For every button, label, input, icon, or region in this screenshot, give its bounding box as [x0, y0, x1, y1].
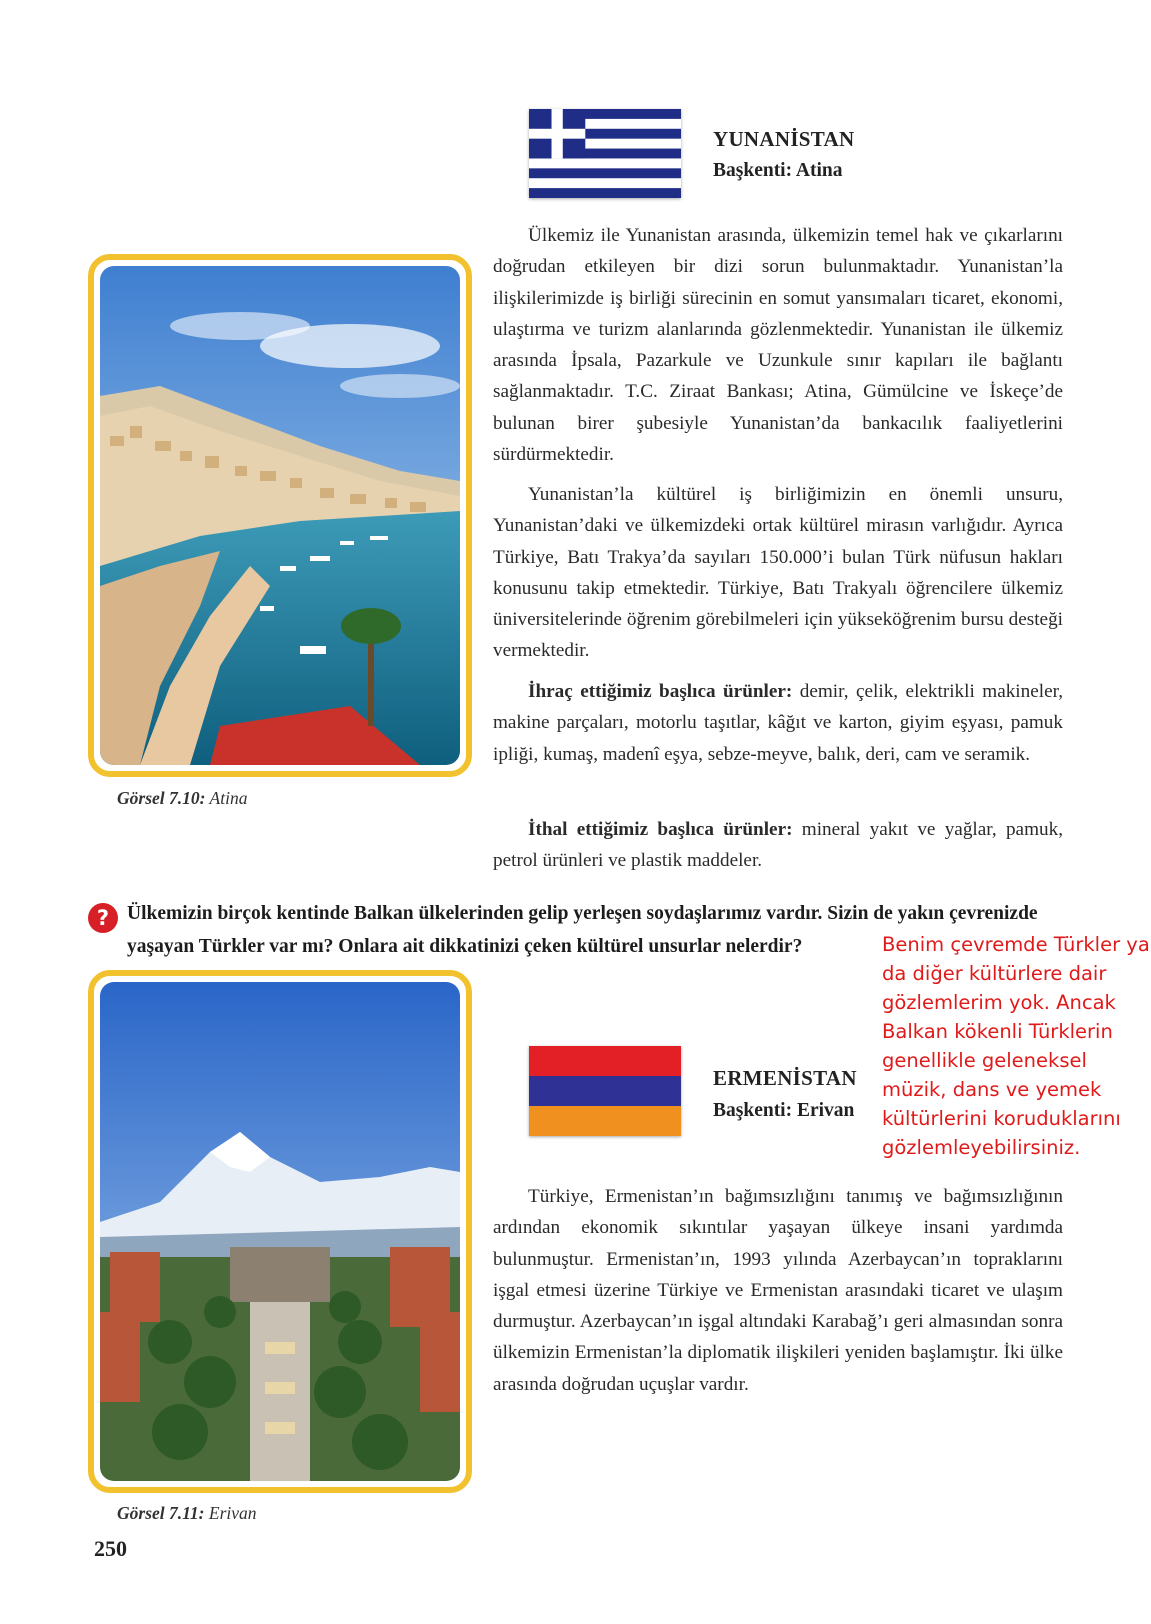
armenia-paragraph: Türkiye, Ermenistan’ın bağımsızlığını tanımış ve bağımsızlığının ardından ekonomik sıkıntılar yaşayan ülkeye insani yardımda bulunmuştur. Ermenistan’ın, 1993 yılında Azerbaycan’ın topraklarını işgal etmesi üzerine Türkiye ve Ermenistan arasındaki ticaret ve ulaşım durmuştur. Azerbaycan’ın işgal altındaki Karabağ’ı geri almasından sonra ülkemizin Ermenistan’la diplomatik ilişkileri yeniden başlamıştır. İki ülke arasında doğrudan uçuşlar vardır.	[493, 1186, 1063, 1395]
yerevan-photo	[88, 970, 472, 1493]
answer-line: müzik, dans ve yemek	[882, 1078, 1102, 1101]
imports-label: İthal ettiğimiz başlıca ürünler:	[528, 819, 793, 840]
athens-caption-text: Atina	[205, 788, 248, 808]
answer-line: gözlemlerim yok. Ancak	[882, 991, 1116, 1014]
yerevan-caption-text: Erivan	[204, 1503, 257, 1523]
greece-exports	[493, 676, 1063, 770]
question-icon: ?	[88, 903, 118, 933]
athens-caption-label: Görsel 7.10:	[117, 788, 206, 808]
athens-photo	[88, 254, 472, 777]
greece-capital: Başkenti: Atina	[713, 160, 843, 181]
answer-line: Balkan kökenli Türklerin	[882, 1020, 1113, 1043]
yerevan-photo-caption	[117, 1503, 257, 1524]
greece-paragraph-2: Yunanistan’la kültürel iş birliğimizin en önemli unsuru, Yunanistan’daki ve ülkemizdeki ortak kültürel mirasın varlığıdır. Ayrıca Türkiye, Batı Trakya’da sayıları 150.000’i bulan Türk nüfusun hakları konusunu takip etmektedir. Türkiye, Batı Trakyalı öğrencilere ülkemiz üniversitelerinde öğrenim görebilmeleri için yükseköğrenim bursu desteği vermektedir.	[493, 484, 1063, 662]
athens-photo-caption	[117, 788, 247, 809]
answer-line: Benim çevremde Türkler ya	[882, 933, 1150, 956]
discussion-question: Ülkemizin birçok kentinde Balkan ülkelerinden gelip yerleşen soydaşlarımız vardır. Sizin de yakın çevrenizde yaşayan Türkler var mı? Onlara ait dikkatinizi çeken kültürel unsurlar nelerdir?	[127, 903, 1038, 957]
yerevan-city-illustration	[100, 982, 460, 1481]
greece-paragraph-1: Ülkemiz ile Yunanistan arasında, ülkemizin temel hak ve çıkarlarını doğrudan etkileyen bir dizi sorun bulunmaktadır. Yunanistan’la ilişkilerimizde iş birliği sürecinin en somut yansımaları ticaret, ekonomi, ulaştırma ve turizm alanlarında gözlenmektedir. Yunanistan ile ülkemiz arasında İpsala, Pazarkule ve Uzunkule sınır kapıları ile bağlantı sağlanmaktadır. T.C. Ziraat Bankası; Atina, Gümülcine ve İskeçe’de bulunan birer şubesiyle Yunanistan’da bankacılık faaliyetlerini sürdürmektedir.	[493, 225, 1063, 466]
greece-imports	[493, 814, 1063, 877]
exports-text: demir, çelik, elektrikli makineler, makine parçaları, motorlu taşıtlar, kâğıt ve karton, giyim eşyası, pamuk ipliği, kumaş, madenî eşya, sebze-meyve, balık, deri, cam ve seramik.	[493, 681, 1064, 765]
answer-line: kültürlerini koruduklarını	[882, 1107, 1121, 1130]
student-answer	[882, 930, 1151, 1162]
answer-line: genellikle geleneksel	[882, 1049, 1087, 1072]
imports-text: mineral yakıt ve yağlar, pamuk, petrol ürünleri ve plastik maddeler.	[493, 819, 1063, 872]
greece-flag	[529, 109, 681, 198]
answer-line: gözlemleyebilirsiniz.	[882, 1136, 1081, 1159]
armenia-flag	[529, 1046, 681, 1136]
answer-line: da diğer kültürlere dair	[882, 962, 1107, 985]
yerevan-caption-label: Görsel 7.11:	[117, 1503, 205, 1523]
armenia-capital: Başkenti: Erivan	[713, 1100, 855, 1121]
page-number: 250	[94, 1536, 127, 1561]
greece-country-name: YUNANİSTAN	[713, 127, 855, 151]
exports-label: İhraç ettiğimiz başlıca ürünler:	[528, 681, 793, 702]
athens-harbor-illustration	[100, 266, 460, 765]
armenia-country-name: ERMENİSTAN	[713, 1066, 857, 1090]
